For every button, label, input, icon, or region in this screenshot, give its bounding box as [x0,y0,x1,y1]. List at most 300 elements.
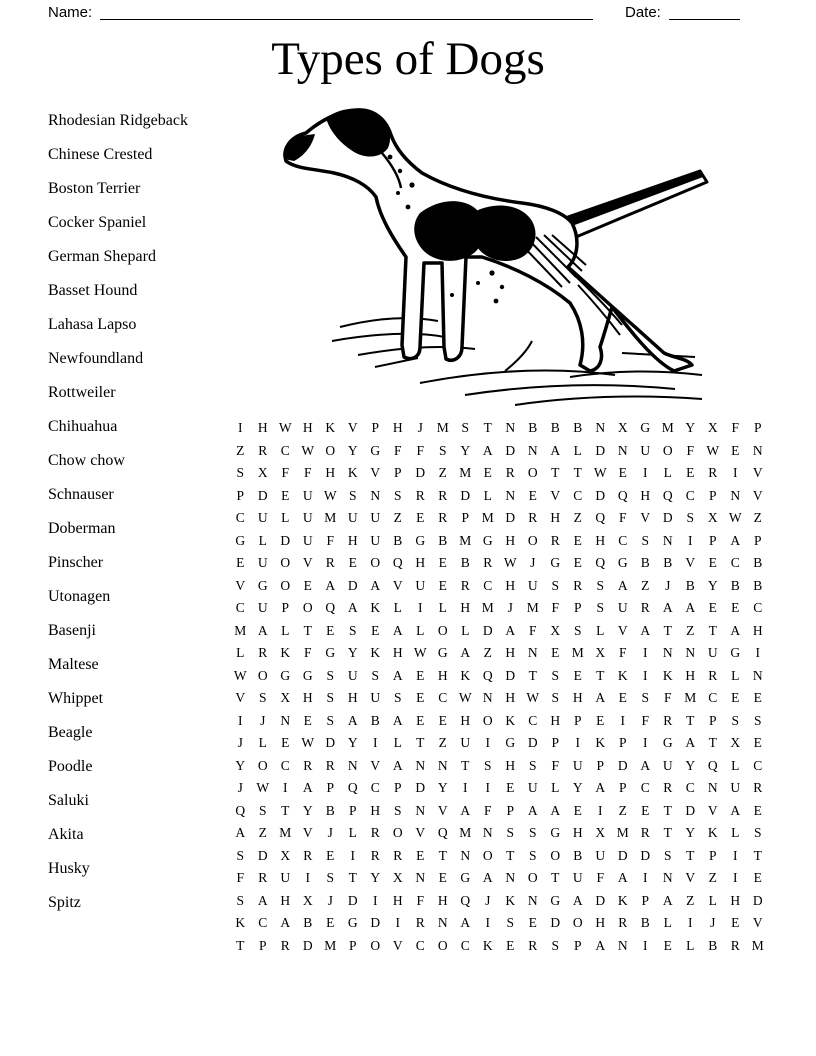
grid-cell: N [662,645,673,661]
grid-cell: A [617,870,628,886]
grid-cell: B [303,915,313,931]
grid-cell: L [281,510,290,526]
grid-cell: B [730,577,740,593]
grid-cell: V [752,915,763,931]
grid-cell: D [347,892,358,908]
grid-cell: I [755,645,760,661]
grid-cell: C [235,510,245,526]
grid-cell: S [348,622,357,638]
grid-cell: J [237,780,243,796]
grid-cell: G [347,915,358,931]
grid-cell: G [370,442,381,458]
grid-row [229,485,769,508]
grid-cell: V [302,555,313,571]
word-item: Schnauser [48,486,114,503]
grid-cell: K [662,667,673,683]
grid-cell: H [505,532,516,548]
grid-cell: O [370,555,381,571]
grid-cell: S [753,712,762,728]
grid-cell: C [460,937,470,953]
grid-cell: D [550,915,561,931]
grid-cell: X [550,622,561,638]
grid-cell: A [347,712,358,728]
grid-cell: Q [235,802,246,818]
grid-cell: L [281,622,290,638]
grid-cell: A [302,780,313,796]
grid-cell: C [685,780,695,796]
grid-row [229,800,769,823]
grid-cell: Z [258,825,267,841]
letter-grid [229,417,769,957]
grid-cell: W [233,667,247,683]
grid-cell: E [483,465,492,481]
grid-cell: D [257,847,268,863]
grid-cell: D [370,915,381,931]
grid-cell: W [256,780,270,796]
grid-cell: U [572,757,583,773]
grid-cell: A [325,577,336,593]
grid-cell: C [280,757,290,773]
grid-row [229,845,769,868]
grid-cell: E [753,690,762,706]
grid-cell: V [752,487,763,503]
grid-cell: H [437,667,448,683]
grid-cell: A [662,892,673,908]
name-label: Name: [48,4,93,21]
grid-cell: G [235,532,246,548]
grid-cell: B [460,555,470,571]
grid-cell: B [573,847,583,863]
grid-cell: G [662,735,673,751]
grid-cell: H [370,802,381,818]
grid-cell: E [528,915,537,931]
grid-cell: N [437,757,448,773]
grid-cell: C [618,532,628,548]
grid-cell: O [280,577,291,593]
grid-cell: R [303,847,313,863]
grid-cell: S [596,577,604,593]
grid-cell: E [641,802,650,818]
grid-cell: P [236,487,244,503]
grid-cell: L [438,600,447,616]
grid-cell: I [373,892,378,908]
grid-cell: D [482,622,493,638]
grid-cell: H [595,532,606,548]
grid-cell: V [752,465,763,481]
grid-cell: H [280,892,291,908]
grid-cell: P [708,712,717,728]
grid-cell: R [258,645,268,661]
grid-cell: Q [437,825,448,841]
word-item: Doberman [48,520,116,537]
grid-cell: R [370,847,380,863]
grid-cell: V [707,802,718,818]
grid-cell: K [482,937,493,953]
word-item: Lahasa Lapso [48,316,137,333]
grid-cell: W [278,420,292,436]
grid-cell: U [302,510,313,526]
grid-cell: Y [302,802,313,818]
grid-cell: T [596,667,605,683]
grid-cell: S [236,847,244,863]
word-item: Rottweiler [48,384,116,401]
grid-cell: U [707,645,718,661]
grid-cell: K [505,892,516,908]
grid-cell: L [461,622,470,638]
grid-cell: T [438,847,447,863]
grid-cell: X [707,420,718,436]
grid-cell: R [460,577,470,593]
grid-cell: S [393,690,402,706]
grid-cell: S [528,847,537,863]
grid-cell: A [730,802,741,818]
grid-cell: R [708,667,718,683]
grid-cell: I [643,937,648,953]
grid-cell: Z [753,510,762,526]
grid-row [229,890,769,913]
grid-cell: O [325,442,336,458]
grid-cell: L [708,892,717,908]
grid-cell: T [708,735,717,751]
word-item: Pinscher [48,554,104,571]
grid-cell: D [595,442,606,458]
grid-cell: Z [236,442,245,458]
grid-cell: D [302,937,313,953]
grid-cell: K [617,892,628,908]
grid-cell: W [301,735,315,751]
grid-cell: C [730,555,740,571]
grid-cell: U [302,487,313,503]
grid-cell: O [392,825,403,841]
grid-cell: R [663,780,673,796]
grid-cell: K [235,915,246,931]
grid-cell: V [370,757,381,773]
grid-cell: B [528,420,538,436]
grid-cell: E [573,555,582,571]
grid-cell: F [416,442,424,458]
grid-cell: A [257,892,268,908]
grid-cell: D [527,735,538,751]
grid-cell: Q [595,510,606,526]
grid-cell: M [616,825,629,841]
grid-cell: N [280,712,291,728]
grid-cell: X [617,420,628,436]
word-item: Chinese Crested [48,146,153,163]
grid-cell: C [685,487,695,503]
grid-cell: P [393,465,402,481]
grid-cell: N [617,937,628,953]
grid-row [229,462,769,485]
grid-cell: A [460,802,471,818]
grid-cell: P [641,892,649,908]
grid-cell: V [392,577,403,593]
grid-cell: E [236,555,245,571]
grid-cell: F [416,892,424,908]
grid-cell: Q [617,487,628,503]
grid-cell: A [595,780,606,796]
grid-cell: E [753,802,762,818]
grid-cell: S [641,532,649,548]
word-item: Newfoundland [48,350,144,367]
grid-cell: S [326,690,334,706]
grid-cell: D [347,577,358,593]
grid-cell: L [731,667,740,683]
grid-row [229,665,769,688]
grid-cell: E [416,690,425,706]
grid-cell: E [686,465,695,481]
grid-cell: E [506,780,515,796]
grid-cell: I [643,667,648,683]
grid-cell: U [257,600,268,616]
grid-cell: G [325,645,336,661]
grid-cell: N [730,487,741,503]
grid-cell: M [481,510,494,526]
grid-cell: T [663,825,672,841]
grid-cell: U [595,847,606,863]
grid-row [229,440,769,463]
grid-cell: C [235,600,245,616]
grid-cell: D [415,780,426,796]
grid-cell: U [302,532,313,548]
grid-cell: F [663,690,672,706]
grid-cell: P [258,937,267,953]
grid-cell: I [598,802,603,818]
grid-cell: P [708,532,717,548]
grid-cell: A [347,600,358,616]
grid-row [229,755,769,778]
grid-cell: T [663,622,672,638]
grid-cell: R [415,487,425,503]
grid-cell: A [460,915,471,931]
grid-cell: A [482,870,493,886]
grid-cell: S [663,847,672,863]
date-blank-line [669,19,740,20]
word-item: Maltese [48,656,99,673]
grid-cell: E [416,510,425,526]
grid-row [229,530,769,553]
grid-cell: A [685,735,696,751]
grid-cell: J [665,577,671,593]
grid-cell: Y [685,757,696,773]
grid-cell: L [731,825,740,841]
grid-cell: E [438,870,447,886]
grid-cell: O [302,600,313,616]
grid-cell: F [596,870,604,886]
grid-cell: Z [438,465,447,481]
grid-cell: J [530,555,536,571]
grid-cell: I [485,780,490,796]
grid-cell: H [550,712,561,728]
grid-cell: T [686,712,695,728]
grid-cell: O [550,847,561,863]
grid-cell: H [347,690,358,706]
grid-cell: H [392,892,403,908]
grid-cell: T [551,870,560,886]
grid-cell: A [572,892,583,908]
grid-cell: S [528,825,537,841]
grid-cell: I [305,870,310,886]
grid-cell: R [618,915,628,931]
grid-cell: S [348,487,357,503]
grid-cell: K [707,825,718,841]
grid-cell: H [302,420,313,436]
grid-cell: B [325,802,335,818]
grid-cell: M [571,645,584,661]
grid-cell: E [438,577,447,593]
grid-cell: R [483,555,493,571]
grid-cell: S [551,690,559,706]
grid-cell: G [257,577,268,593]
grid-cell: D [595,487,606,503]
grid-cell: T [461,757,470,773]
grid-cell: L [551,780,560,796]
grid-cell: A [280,915,291,931]
grid-cell: T [506,847,515,863]
grid-cell: S [326,712,334,728]
grid-cell: E [753,735,762,751]
grid-cell: I [373,735,378,751]
grid-cell: B [550,420,560,436]
grid-cell: I [575,735,580,751]
grid-cell: F [641,712,649,728]
grid-cell: P [371,420,379,436]
grid-cell: E [596,712,605,728]
grid-cell: V [235,690,246,706]
grid-cell: U [257,555,268,571]
grid-cell: M [481,600,494,616]
grid-cell: N [415,802,426,818]
grid-cell: E [573,667,582,683]
grid-cell: V [437,802,448,818]
grid-cell: P [551,735,559,751]
grid-cell: R [415,915,425,931]
grid-cell: B [438,532,448,548]
grid-cell: U [730,780,741,796]
grid-cell: E [326,915,335,931]
grid-cell: D [325,735,336,751]
grid-cell: J [507,600,513,616]
grid-cell: S [326,667,334,683]
grid-cell: K [617,667,628,683]
grid-cell: E [326,622,335,638]
grid-cell: U [370,532,381,548]
grid-row [229,552,769,575]
grid-cell: A [505,622,516,638]
grid-cell: K [370,645,381,661]
grid-cell: L [348,825,357,841]
grid-cell: E [348,555,357,571]
grid-row [229,687,769,710]
grid-cell: H [257,420,268,436]
grid-cell: L [573,442,582,458]
grid-cell: S [551,667,559,683]
grid-cell: A [640,757,651,773]
grid-cell: C [640,780,650,796]
grid-cell: F [393,442,402,458]
grid-cell: M [436,420,449,436]
grid-cell: J [710,915,716,931]
grid-cell: U [460,735,471,751]
ground-strokes [332,318,702,405]
grid-cell: R [258,442,268,458]
grid-cell: P [348,802,357,818]
grid-cell: I [238,712,243,728]
grid-cell: L [393,735,402,751]
grid-cell: E [731,442,740,458]
grid-cell: E [528,487,537,503]
grid-cell: A [392,757,403,773]
grid-cell: K [460,667,471,683]
grid-cell: N [460,847,471,863]
grid-cell: W [413,645,427,661]
grid-cell: Y [460,442,471,458]
grid-cell: A [730,532,741,548]
grid-cell: R [663,712,673,728]
grid-cell: F [326,532,334,548]
grid-cell: W [728,510,742,526]
grid-cell: M [526,600,539,616]
grid-cell: O [662,442,673,458]
grid-cell: A [460,645,471,661]
grid-cell: B [753,577,763,593]
grid-cell: B [393,532,403,548]
grid-cell: U [640,442,651,458]
grid-cell: B [708,937,718,953]
grid-cell: F [731,420,739,436]
grid-cell: P [753,420,762,436]
grid-cell: I [688,915,693,931]
grid-cell: H [505,757,516,773]
word-item: Chihuahua [48,418,118,435]
grid-cell: F [551,600,559,616]
grid-cell: B [573,420,583,436]
grid-cell: W [458,690,472,706]
word-item: Akita [48,826,84,843]
grid-cell: N [707,780,718,796]
grid-cell: C [370,780,380,796]
grid-cell: U [280,870,291,886]
grid-cell: O [527,870,538,886]
grid-cell: R [258,870,268,886]
grid-cell: W [301,442,315,458]
grid-cell: Q [347,780,358,796]
grid-cell: S [393,802,402,818]
word-item: Whippet [48,690,104,707]
grid-cell: Z [438,735,447,751]
grid-cell: D [505,442,516,458]
grid-cell: N [482,825,493,841]
grid-cell: T [708,622,717,638]
grid-cell: B [640,915,650,931]
grid-cell: X [392,870,403,886]
grid-cell: S [573,622,582,638]
grid-cell: N [685,645,696,661]
grid-cell: S [753,825,762,841]
grid-cell: X [280,847,291,863]
grid-cell: F [281,465,289,481]
grid-cell: H [550,510,561,526]
grid-cell: S [551,577,559,593]
grid-cell: O [482,847,493,863]
grid-cell: A [482,442,493,458]
grid-cell: Y [235,757,246,773]
grid-cell: Y [370,870,381,886]
grid-cell: T [483,420,492,436]
grid-cell: O [527,532,538,548]
grid-cell: G [482,532,493,548]
grid-cell: V [617,622,628,638]
grid-cell: P [393,780,402,796]
